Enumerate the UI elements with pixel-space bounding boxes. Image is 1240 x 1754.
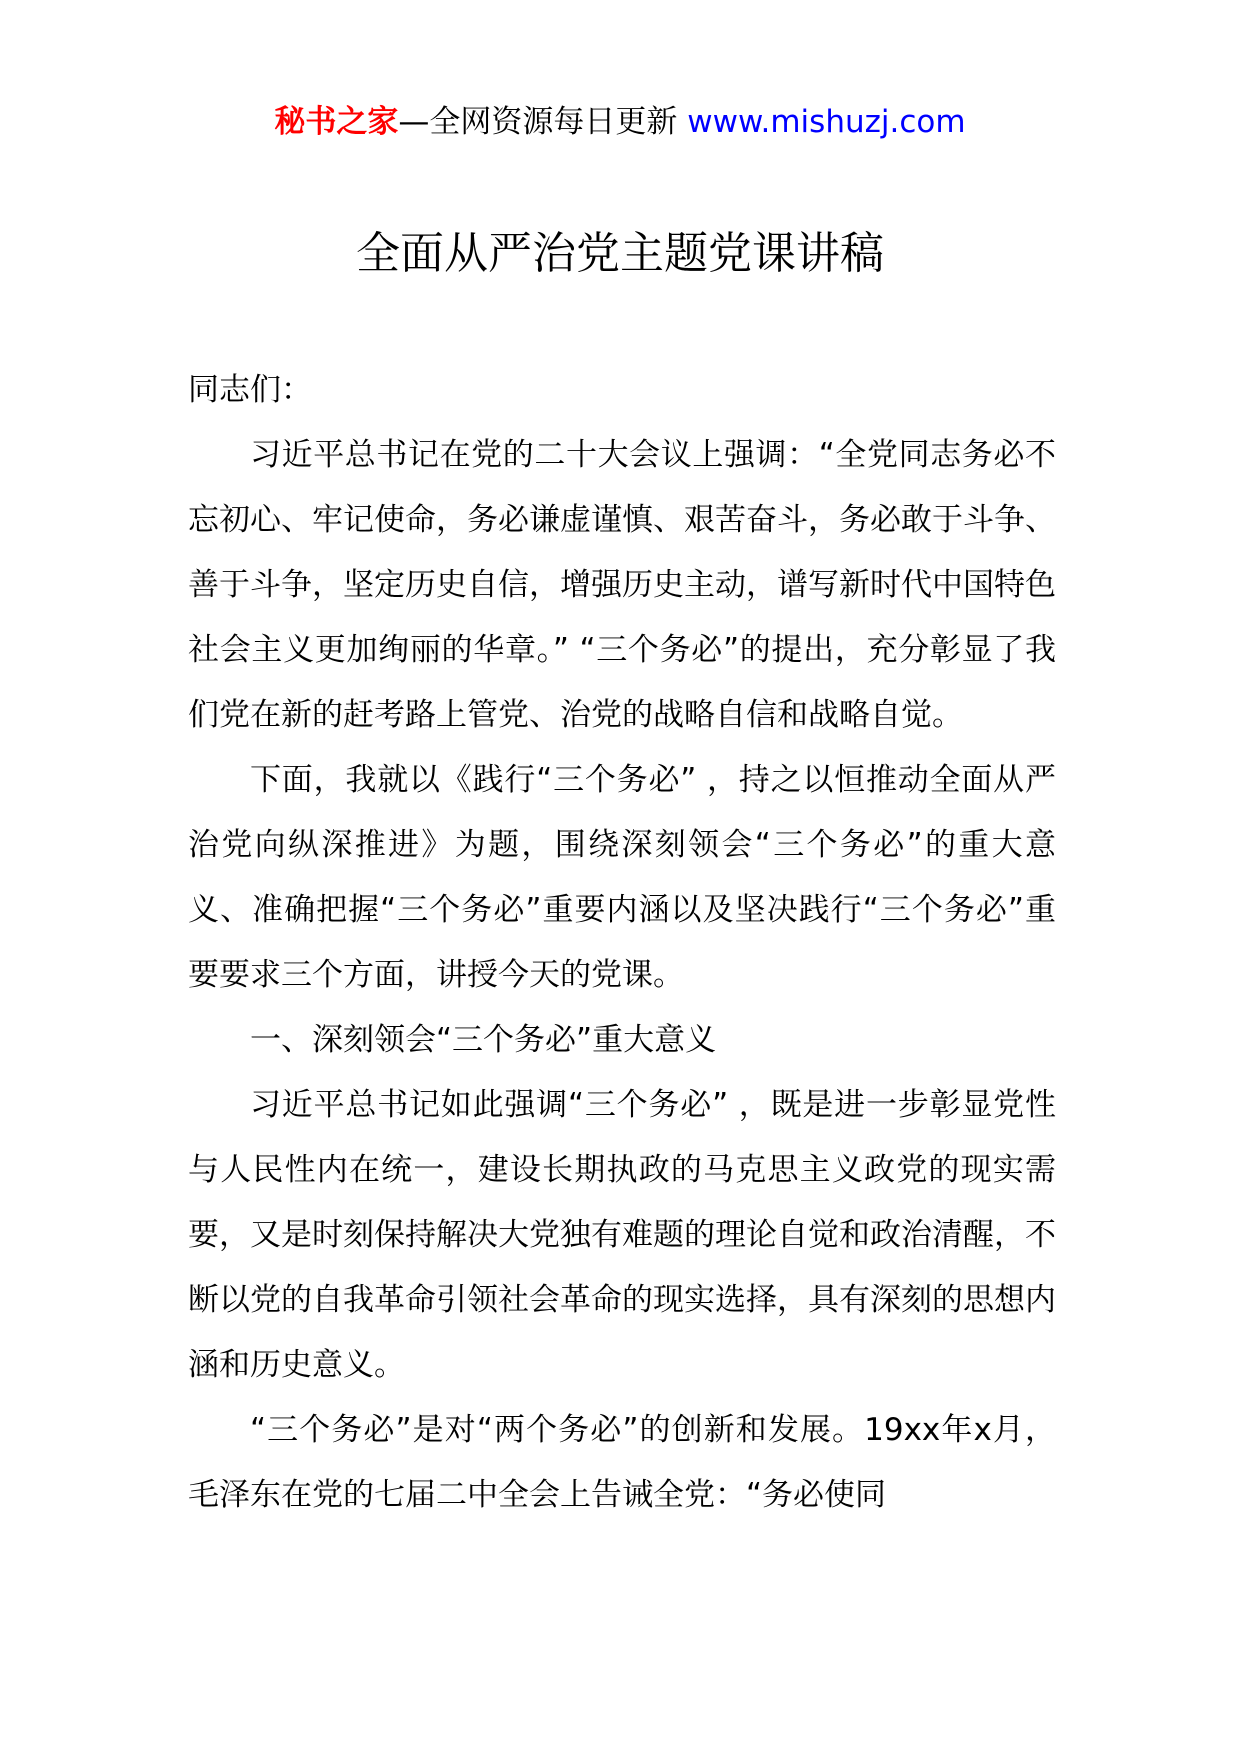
document-body (188, 358, 1056, 1528)
section-heading: 一、深刻领会“三个务必”重大意义 (250, 1022, 717, 1058)
brand-name: 秘书之家 (274, 104, 399, 140)
body-paragraph: 习近平总书记在党的二十大会议上强调：“全党同志务必不忘初心、牢记使命，务必谦虚谨慎、艰苦奋斗，务必敢于斗争、善于斗争，坚定历史自信，增强历史主动，谱写新时代中国特色社会主义更加绚丽的华章。” “三个务必”的提出，充分彰显了我们党在新的赶考路上管党、治党的战略自信和战略自觉。 (188, 437, 1056, 733)
salutation: 同志们： (188, 372, 312, 408)
site-header-banner (0, 102, 1240, 142)
site-url[interactable]: www.mishuzj.com (687, 104, 966, 140)
section-paragraph: “三个务必”是对“两个务必”的创新和发展。19xx年x月，毛泽东在党的七届二中全会上告诫全党：“务必使同 (188, 1412, 1056, 1513)
header-tagline: —全网资源每日更新 (398, 104, 688, 140)
section-paragraph: 习近平总书记如此强调“三个务必” ，既是进一步彰显党性与人民性内在统一，建设长期执政的马克思主义政党的现实需要，又是时刻保持解决大党独有难题的理论自觉和政治清醒，不断以党的自我革命引领社会革命的现实选择，具有深刻的思想内涵和历史意义。 (188, 1087, 1056, 1383)
body-paragraph: 下面，我就以《践行“三个务必” ，持之以恒推动全面从严治党向纵深推进》为题，围绕深刻领会“三个务必”的重大意义、准确把握“三个务必”重要内涵以及坚决践行“三个务必”重要要求三个方面，讲授今天的党课。 (188, 762, 1056, 993)
document-title: 全面从严治党主题党课讲稿 (356, 228, 884, 279)
